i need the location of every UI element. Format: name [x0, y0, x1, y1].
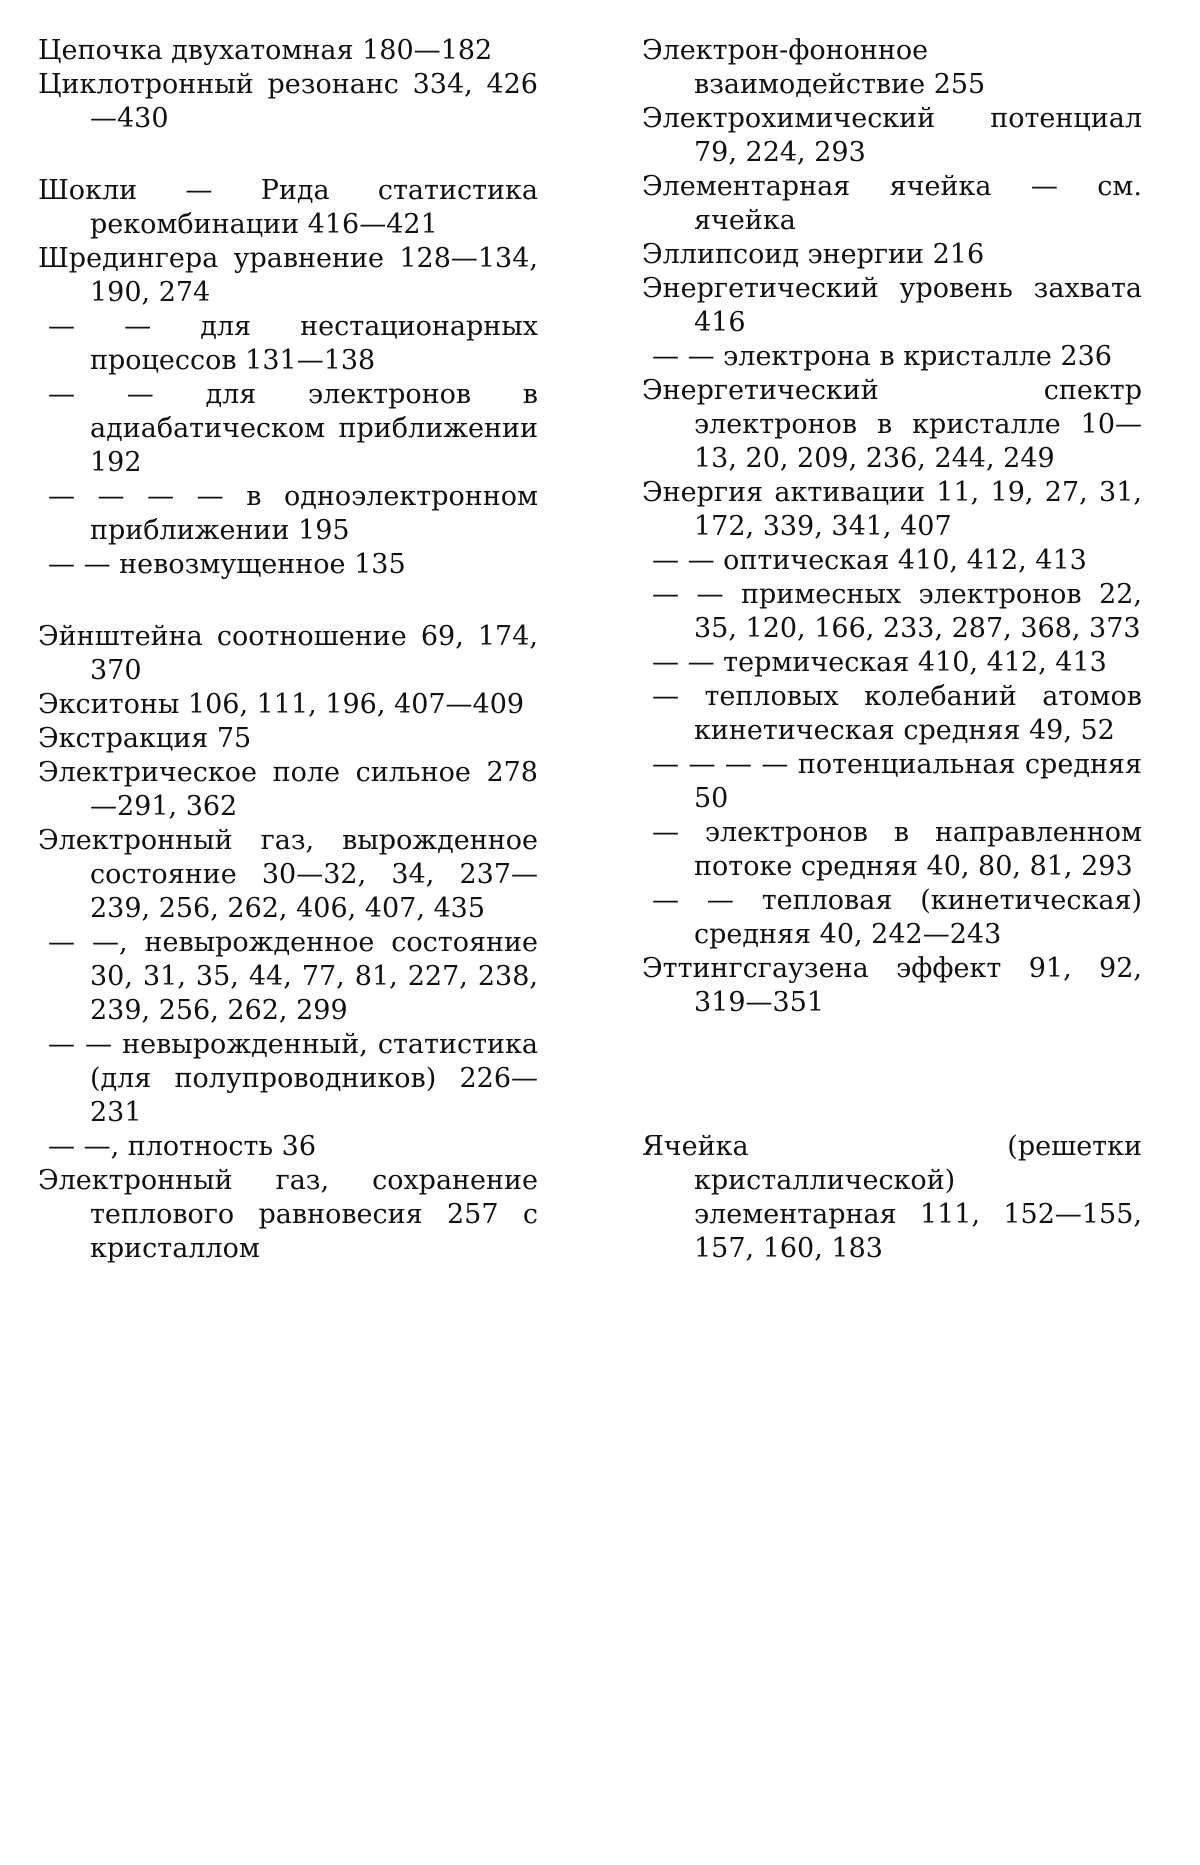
index-entry: Эттингсгаузена эффект 91, 92, 319—351: [642, 953, 1142, 1018]
index-subentry: — электронов в направленном потоке средняя 40, 80, 81, 293: [652, 817, 1142, 882]
index-subentry: — — невозмущенное 135: [48, 549, 406, 580]
index-entry: Шредингера уравнение 128—134, 190, 274: [38, 243, 538, 308]
index-entry: Электронный газ, вырожденное состояние 30—32, 34, 237—239, 256, 262, 406, 407, 435: [38, 825, 538, 924]
index-column-left: [38, 34, 538, 1266]
index-entry: Электрическое поле сильное 278—291, 362: [38, 757, 538, 822]
index-entry: Шокли — Рида статистика рекомбинации 416—421: [38, 175, 538, 240]
index-subentry: — — оптическая 410, 412, 413: [652, 545, 1087, 576]
section-gap: [642, 1020, 1142, 1130]
index-entry: Эллипсоид энергии 216: [642, 239, 985, 270]
index-subentry: — — электрона в кристалле 236: [652, 341, 1112, 372]
index-entry: Энергетический уровень захвата 416: [642, 273, 1142, 338]
index-column-right: [642, 34, 1142, 1266]
index-entry: Экстракция 75: [38, 723, 252, 754]
section-gap: [38, 582, 538, 620]
index-subentry: — тепловых колебаний атомов кинетическая средняя 49, 52: [652, 681, 1142, 746]
index-subentry: — — для электронов в адиабатическом приближении 192: [48, 379, 538, 478]
index-entry: Ячейка (решетки кристаллической) элементарная 111, 152—155, 157, 160, 183: [642, 1131, 1142, 1264]
index-subentry: — — примесных электронов 22, 35, 120, 166, 233, 287, 368, 373: [652, 579, 1142, 644]
section-gap: [38, 136, 538, 174]
index-subentry: — — термическая 410, 412, 413: [652, 647, 1107, 678]
index-subentry: — — для нестационарных процессов 131—138: [48, 311, 538, 376]
index-subentry: — — тепловая (кинетическая) средняя 40, 242—243: [652, 885, 1142, 950]
index-entry: Циклотронный резонанс 334, 426—430: [38, 69, 538, 134]
index-entry: Эйнштейна соотношение 69, 174, 370: [38, 621, 538, 686]
index-subentry: — — — — потенциальная средняя 50: [652, 749, 1142, 814]
index-subentry: — — невырожденный, статистика (для полупроводников) 226—231: [48, 1029, 538, 1128]
index-subentry: — —, невырожденное состояние 30, 31, 35, 44, 77, 81, 227, 238, 239, 256, 262, 299: [48, 927, 538, 1026]
index-entry: Электрохимический потенциал 79, 224, 293: [642, 103, 1142, 168]
index-subentry: — —, плотность 36: [48, 1131, 317, 1162]
index-entry: Цепочка двухатомная 180—182: [38, 35, 493, 66]
index-entry: Энергия активации 11, 19, 27, 31, 172, 339, 341, 407: [642, 477, 1142, 542]
index-entry: Электронный газ, сохранение теплового равновесия 257 с кристаллом: [38, 1165, 538, 1264]
index-entry: Элементарная ячейка — см. ячейка: [642, 171, 1142, 236]
index-entry: Энергетический спектр электронов в кристалле 10—13, 20, 209, 236, 244, 249: [642, 375, 1142, 474]
index-entry: Электрон-фононное взаимодействие 255: [642, 35, 986, 100]
index-entry: Экситоны 106, 111, 196, 407—409: [38, 689, 525, 720]
index-subentry: — — — — в одноэлектронном приближении 195: [48, 481, 538, 546]
